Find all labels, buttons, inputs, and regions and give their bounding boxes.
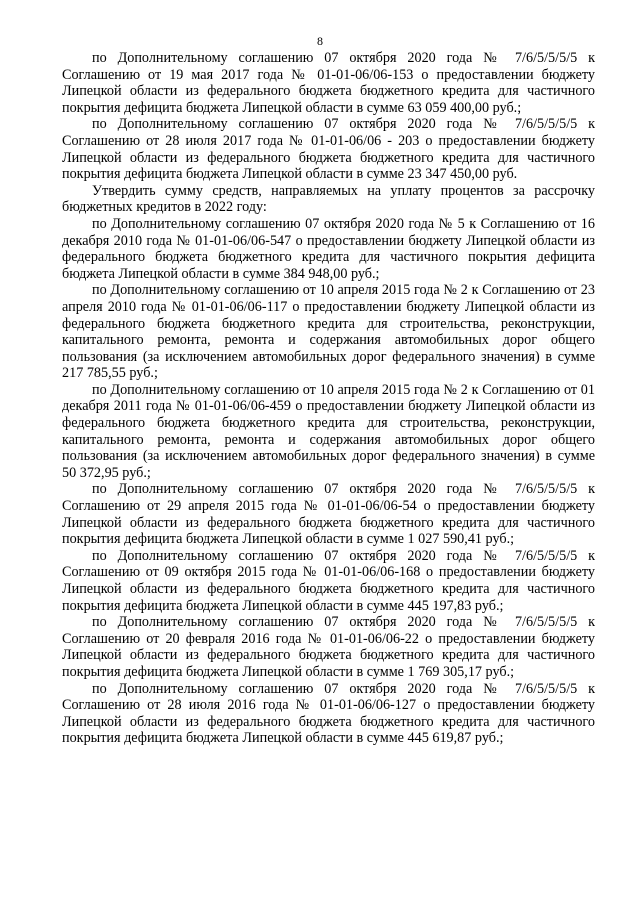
paragraph-interest-heading: Утвердить сумму средств, направляемых на уплату процентов за рассрочку бюджетных кредитов в 2022 году: xyxy=(62,182,595,216)
paragraph-agreement-2015-168: по Дополнительному соглашению 07 октября 2020 года № 7/6/5/5/5/5 к Соглашению от 09 октября 2015 года № 01-01-06/06-168 о предоставлении бюджету Липецкой области из федерального бюджета бюджетного кредита для частичного покрытия дефицита бюджета Липецкой области в сумме 445 197,83 руб.; xyxy=(62,547,595,614)
paragraph-agreement-2010-117: по Дополнительному соглашению от 10 апреля 2015 года № 2 к Соглашению от 23 апреля 2010 года № 01-01-06/06-117 о предоставлении бюджету Липецкой области из федерального бюджета бюджетного кредита для строительства, реконструкции, капитального ремонта, ремонта и содержания автомобильных дорог общего пользования (за исключением автомобильных дорог федерального значения) в сумме 217 785,55 руб.; xyxy=(62,282,595,382)
document-body xyxy=(62,50,595,747)
page-number: 8 xyxy=(317,34,323,48)
paragraph-agreement-2010-547: по Дополнительному соглашению 07 октября 2020 года № 5 к Соглашению от 16 декабря 2010 года № 01-01-06/06-547 о предоставлении бюджету Липецкой области из федерального бюджета бюджетного кредита для частичного покрытия дефицита бюджета Липецкой области в сумме 384 948,00 руб.; xyxy=(62,215,595,282)
paragraph-agreement-2017-153: по Дополнительному соглашению 07 октября 2020 года № 7/6/5/5/5/5 к Соглашению от 19 мая 2017 года № 01-01-06/06-153 о предоставлении бюджету Липецкой области из федерального бюджета бюджетного кредита для частичного покрытия дефицита бюджета Липецкой области в сумме 63 059 400,00 руб.; xyxy=(62,50,595,116)
paragraph-agreement-2016-127: по Дополнительному соглашению 07 октября 2020 года № 7/6/5/5/5/5 к Соглашению от 28 июля 2016 года № 01-01-06/06-127 о предоставлении бюджету Липецкой области из федерального бюджета бюджетного кредита для частичного покрытия дефицита бюджета Липецкой области в сумме 445 619,87 руб.; xyxy=(62,680,595,747)
paragraph-agreement-2011-459: по Дополнительному соглашению от 10 апреля 2015 года № 2 к Соглашению от 01 декабря 2011 года № 01-01-06/06-459 о предоставлении бюджету Липецкой области из федерального бюджета бюджетного кредита для строительства, реконструкции, капитального ремонта, ремонта и содержания автомобильных дорог общего пользования (за исключением автомобильных дорог федерального значения) в сумме 50 372,95 руб.; xyxy=(62,381,595,481)
paragraph-agreement-2017-203: по Дополнительному соглашению 07 октября 2020 года № 7/6/5/5/5/5 к Соглашению от 28 июля 2017 года № 01-01-06/06 - 203 о предоставлении бюджету Липецкой области из федерального бюджета бюджетного кредита для частичного покрытия дефицита бюджета Липецкой области в сумме 23 347 450,00 руб. xyxy=(62,116,595,183)
paragraph-agreement-2016-22: по Дополнительному соглашению 07 октября 2020 года № 7/6/5/5/5/5 к Соглашению от 20 февраля 2016 года № 01-01-06/06-22 о предоставлении бюджету Липецкой области из федерального бюджета бюджетного кредита для частичного покрытия дефицита бюджета Липецкой области в сумме 1 769 305,17 руб.; xyxy=(62,614,595,680)
paragraph-agreement-2015-54: по Дополнительному соглашению 07 октября 2020 года № 7/6/5/5/5/5 к Соглашению от 29 апреля 2015 года № 01-01-06/06-54 о предоставлении бюджету Липецкой области из федерального бюджета бюджетного кредита для частичного покрытия дефицита бюджета Липецкой области в сумме 1 027 590,41 руб.; xyxy=(62,481,595,548)
